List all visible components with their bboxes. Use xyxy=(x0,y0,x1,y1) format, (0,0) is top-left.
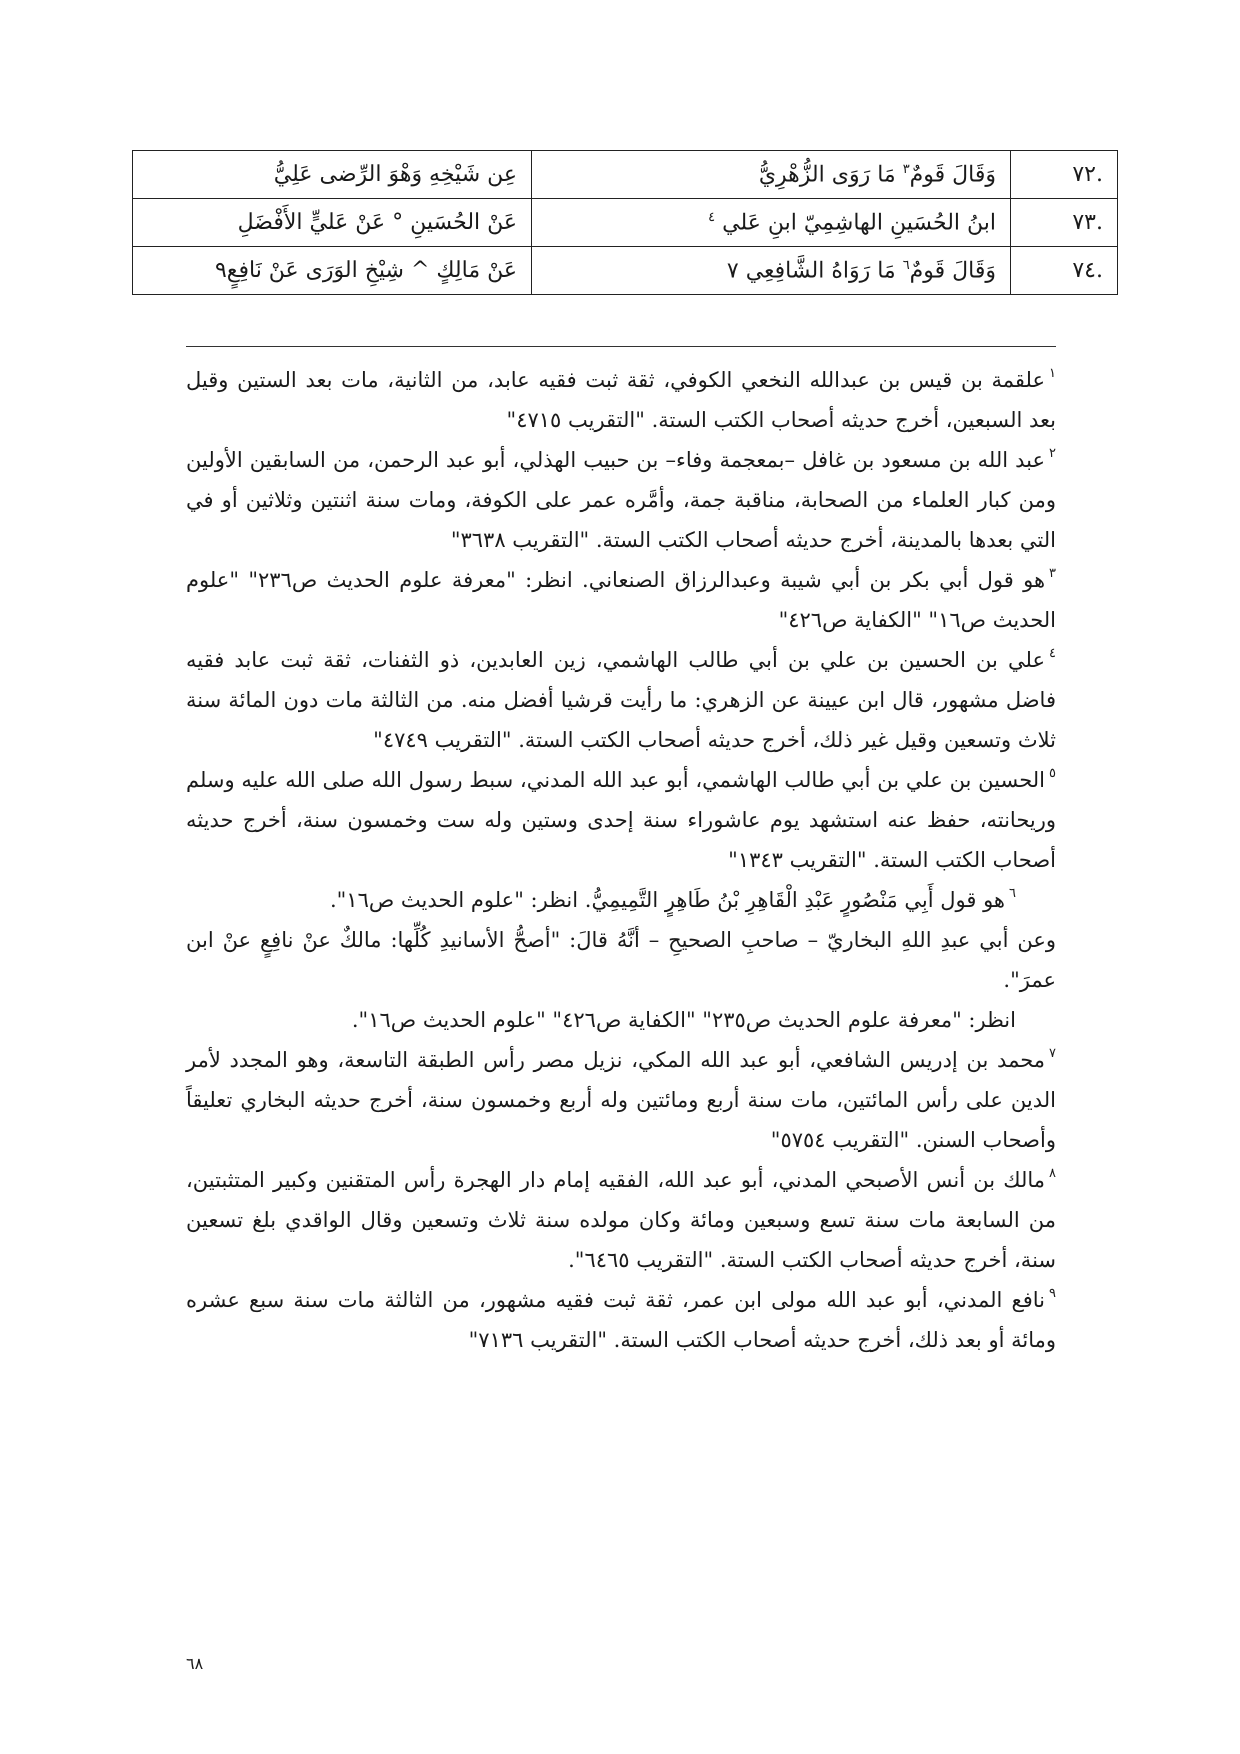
footnote-number: ٨ xyxy=(1049,1166,1056,1181)
footnote xyxy=(186,440,1056,560)
footnote-text: هو قول أبي بكر بن أبي شيبة وعبدالرزاق الصنعاني. انظر: "معرفة علوم الحديث ص٢٣٦" "علوم الحديث ص١٦" "الكفاية ص٤٢٦" xyxy=(186,568,1056,632)
footnote-continuation xyxy=(186,1000,1056,1040)
verse-number: .٧٣ xyxy=(1011,199,1118,247)
footnote-number: ٤ xyxy=(1049,646,1056,661)
verse-table xyxy=(132,150,1118,295)
footnote-text: نافع المدني، أبو عبد الله مولى ابن عمر، ثقة ثبت فقيه مشهور، من الثالثة مات سنة سبع عشره ومائة أو بعد ذلك، أخرج حديثه أصحاب الكتب الستة. "التقريب ٧١٣٦" xyxy=(186,1288,1056,1352)
footnote-separator xyxy=(186,346,1056,347)
verse-first-text: ابنُ الحُسَينِ الهاشِمِيّ ابنِ عَلي xyxy=(722,210,996,236)
footnote-number: ٧ xyxy=(1049,1046,1056,1061)
footnote-text: علقمة بن قيس بن عبدالله النخعي الكوفي، ثقة ثبت فقيه عابد، من الثانية، مات بعد الستين وقيل بعد السبعين، أخرج حديثه أصحاب الكتب الستة. "التقريب ٤٧١٥" xyxy=(186,368,1056,432)
footnote-number: ١ xyxy=(1049,366,1056,381)
verse-first-hemistich xyxy=(532,199,1011,247)
footnote-ref: ٤ xyxy=(708,209,716,225)
verse-number: .٧٢ xyxy=(1011,151,1118,199)
footnotes xyxy=(186,360,1056,1360)
footnote-text: هو قول أَبِي مَنْصُورٍ عَبْدِ الْقَاهِرِ بْنُ طَاهِرٍ التَّمِيمِيُّ. انظر: "علوم الحديث ص١٦". xyxy=(329,888,1006,912)
verse-second-hemistich: عِن شَيْخِهِ وَهْوَ الرِّضى عَلِيُّ xyxy=(133,151,532,199)
footnote-text: انظر: "معرفة علوم الحديث ص٢٣٥" "الكفاية ص٤٢٦" "علوم الحديث ص١٦". xyxy=(351,1008,1016,1032)
verse-row xyxy=(133,151,1118,199)
footnote-number: ٣ xyxy=(1049,566,1057,581)
footnote-text: وعن أبي عبدِ اللهِ البخاريّ – صاحبِ الصحيحِ – أنَّهُ قالَ: "أصحُّ الأسانيدِ كُلِّها: مالكٌ عنْ نافِعٍ عنْ ابن عمرَ". xyxy=(186,928,1056,992)
verse-first-hemistich xyxy=(532,151,1011,199)
footnote-ref: ٦ xyxy=(902,257,910,273)
verse-first-text: وَقَالَ قَومٌ xyxy=(909,258,996,284)
verse-second-hemistich: عَنْ مَالِكٍ ^ شِيْخِ الوَرَى عَنْ نَافِعٍ٩ xyxy=(133,247,532,295)
footnote-number: ٥ xyxy=(1049,766,1056,781)
footnote-number: ٢ xyxy=(1049,446,1056,461)
footnote xyxy=(186,760,1056,880)
footnote xyxy=(186,360,1056,440)
footnote-ref: ٣ xyxy=(902,161,910,177)
verse-first-text: وَقَالَ قَومٌ xyxy=(909,162,996,188)
verse-second-hemistich: عَنْ الحُسَينِ ° عَنْ عَليٍّ الأَفْضَلِ xyxy=(133,199,532,247)
footnote-number: ٦ xyxy=(1009,886,1016,901)
footnote-text: مالك بن أنس الأصبحي المدني، أبو عبد الله، الفقيه إمام دار الهجرة رأس المتقنين وكبير المتثبتين، من السابعة مات سنة تسع وسبعين ومائة وكان مولده سنة ثلاث وتسعين وقال الواقدي بلغ تسعين سنة، أخرج حديثه أصحاب الكتب الستة. "التقريب ٦٤٦٥". xyxy=(186,1168,1056,1272)
footnote-number: ٩ xyxy=(1049,1286,1056,1301)
footnote-text: الحسين بن علي بن أبي طالب الهاشمي، أبو عبد الله المدني، سبط رسول الله صلى الله عليه وسلم وريحانته، حفظ عنه استشهد يوم عاشوراء سنة إحدى وستين وله ست وخمسون سنة، أخرج حديثه أصحاب الكتب الستة. "التقريب ١٣٤٣" xyxy=(186,768,1056,872)
footnote-text: عبد الله بن مسعود بن غافل –بمعجمة وفاء– بن حبيب الهذلي، أبو عبد الرحمن، من السابقين الأولين ومن كبار العلماء من الصحابة، مناقبة جمة، وأمَّره عمر على الكوفة، ومات سنة اثنتين وثلاثين أو في التي بعدها بالمدينة، أخرج حديثه أصحاب الكتب الستة. "التقريب ٣٦٣٨" xyxy=(186,448,1056,552)
page-number: ٦٨ xyxy=(186,1654,204,1673)
verse-row xyxy=(133,247,1118,295)
footnote xyxy=(186,1040,1056,1160)
footnote xyxy=(186,640,1056,760)
verse-number: .٧٤ xyxy=(1011,247,1118,295)
footnote-text: محمد بن إدريس الشافعي، أبو عبد الله المكي، نزيل مصر رأس الطبقة التاسعة، وهو المجدد لأمر الدين على رأس المائتين، مات سنة أربع ومائتين وله أربع وخمسون سنة، أخرج حديثه البخاري تعليقاً وأصحاب السنن. "التقريب ٥٧٥٤" xyxy=(186,1048,1056,1152)
footnote xyxy=(186,1160,1056,1280)
footnote xyxy=(186,880,1056,920)
verse-first-rest: مَا رَوَاهُ الشَّافِعِي ٧ xyxy=(726,258,903,284)
verse-first-hemistich xyxy=(532,247,1011,295)
footnote-text: علي بن الحسين بن علي بن أبي طالب الهاشمي، زين العابدين، ذو الثفنات، ثقة ثبت عابد فقيه فاضل مشهور، قال ابن عيينة عن الزهري: ما رأيت قرشيا أفضل منه. من الثالثة مات دون المائة سنة ثلاث وتسعين وقيل غير ذلك، أخرج حديثه أصحاب الكتب الستة. "التقريب ٤٧٤٩" xyxy=(186,648,1056,752)
verse-first-rest: مَا رَوَى الزُّهْرِيُّ xyxy=(758,162,903,188)
footnote xyxy=(186,1280,1056,1360)
verse-row xyxy=(133,199,1118,247)
footnote-continuation xyxy=(186,920,1056,1000)
footnote xyxy=(186,560,1056,640)
